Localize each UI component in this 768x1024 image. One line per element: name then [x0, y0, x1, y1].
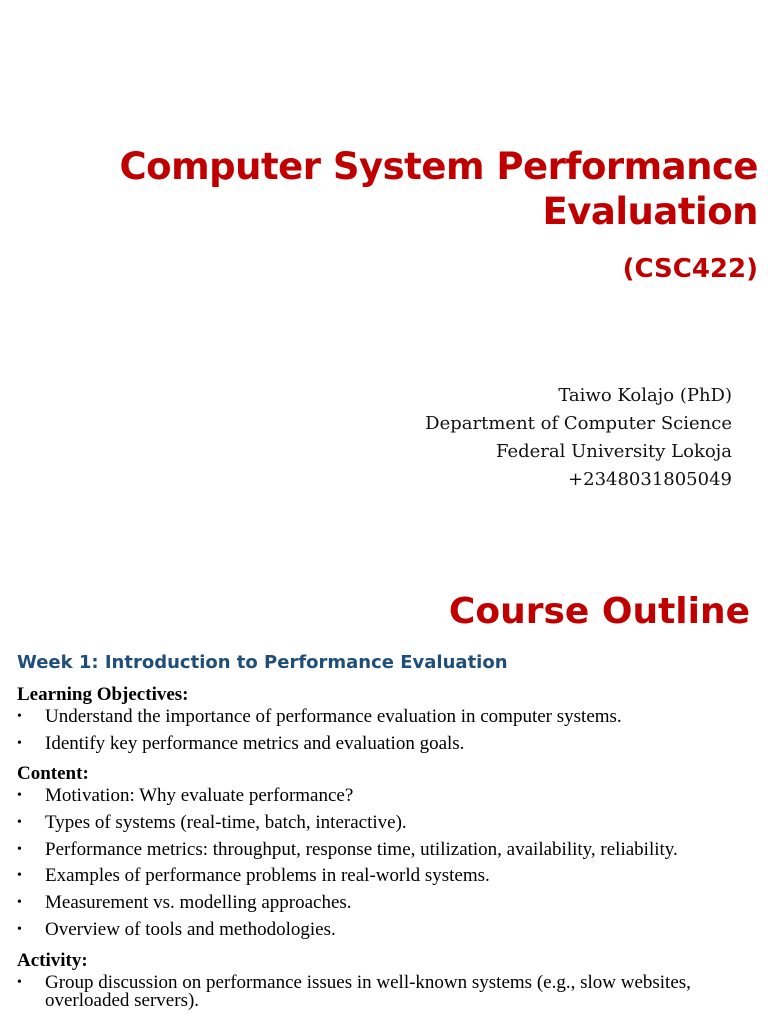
- author-department: Department of Computer Science: [425, 413, 732, 434]
- list-item-text: Examples of performance problems in real-world systems.: [45, 865, 490, 887]
- slide-title: Computer System Performance Evaluation: [119, 145, 758, 233]
- bullet-icon: •: [17, 815, 22, 831]
- section-label: Learning Objectives:: [17, 684, 189, 705]
- bullet-icon: •: [17, 868, 22, 884]
- week-heading: Week 1: Introduction to Performance Evaluation: [17, 652, 508, 673]
- author-block: [232, 382, 732, 494]
- author-name: Taiwo Kolajo (PhD): [558, 385, 732, 406]
- list-item: [17, 867, 757, 885]
- author-phone: +2348031805049: [568, 469, 732, 490]
- list-item: [17, 814, 757, 832]
- list-item: [17, 732, 757, 754]
- section-label: Content:: [17, 763, 89, 785]
- outline-title: Course Outline: [448, 591, 750, 632]
- list-item-text: Performance metrics: throughput, response time, utilization, availability, reliability.: [45, 838, 678, 860]
- list-item: [17, 787, 757, 805]
- list-item: [17, 708, 757, 726]
- course-outline-slide: [0, 580, 768, 1024]
- list-item-text: Motivation: Why evaluate performance?: [45, 785, 354, 807]
- bullet-icon: •: [17, 788, 22, 804]
- bullet-icon: •: [17, 709, 22, 724]
- bullet-icon: •: [17, 921, 22, 937]
- bullet-icon: •: [17, 841, 22, 857]
- list-item-text: Overview of tools and methodologies.: [45, 918, 336, 940]
- list-item-text: Identify key performance metrics and evaluation goals.: [45, 732, 465, 754]
- list-item-text: Measurement vs. modelling approaches.: [45, 892, 352, 914]
- outline-content: [17, 682, 757, 1018]
- list-item-text: Understand the importance of performance evaluation in computer systems.: [45, 706, 622, 727]
- author-university: Federal University Lokoja: [495, 441, 732, 462]
- list-item-text: Group discussion on performance issues in well-known systems (e.g., slow websites, overloaded servers).: [45, 971, 691, 1011]
- bullet-icon: •: [17, 735, 22, 751]
- list-item: [17, 838, 757, 860]
- list-item: [17, 971, 757, 1011]
- list-item-text: Types of systems (real-time, batch, interactive).: [45, 812, 407, 834]
- course-code: (CSC422): [622, 254, 758, 284]
- bullet-icon: •: [17, 895, 22, 911]
- bullet-icon: •: [17, 974, 22, 990]
- bullet-list: [17, 708, 757, 753]
- section-label: Activity:: [17, 949, 88, 971]
- bullet-list: [17, 971, 757, 1011]
- bullet-list: [17, 787, 757, 938]
- list-item: [17, 894, 757, 912]
- list-item: [17, 918, 757, 940]
